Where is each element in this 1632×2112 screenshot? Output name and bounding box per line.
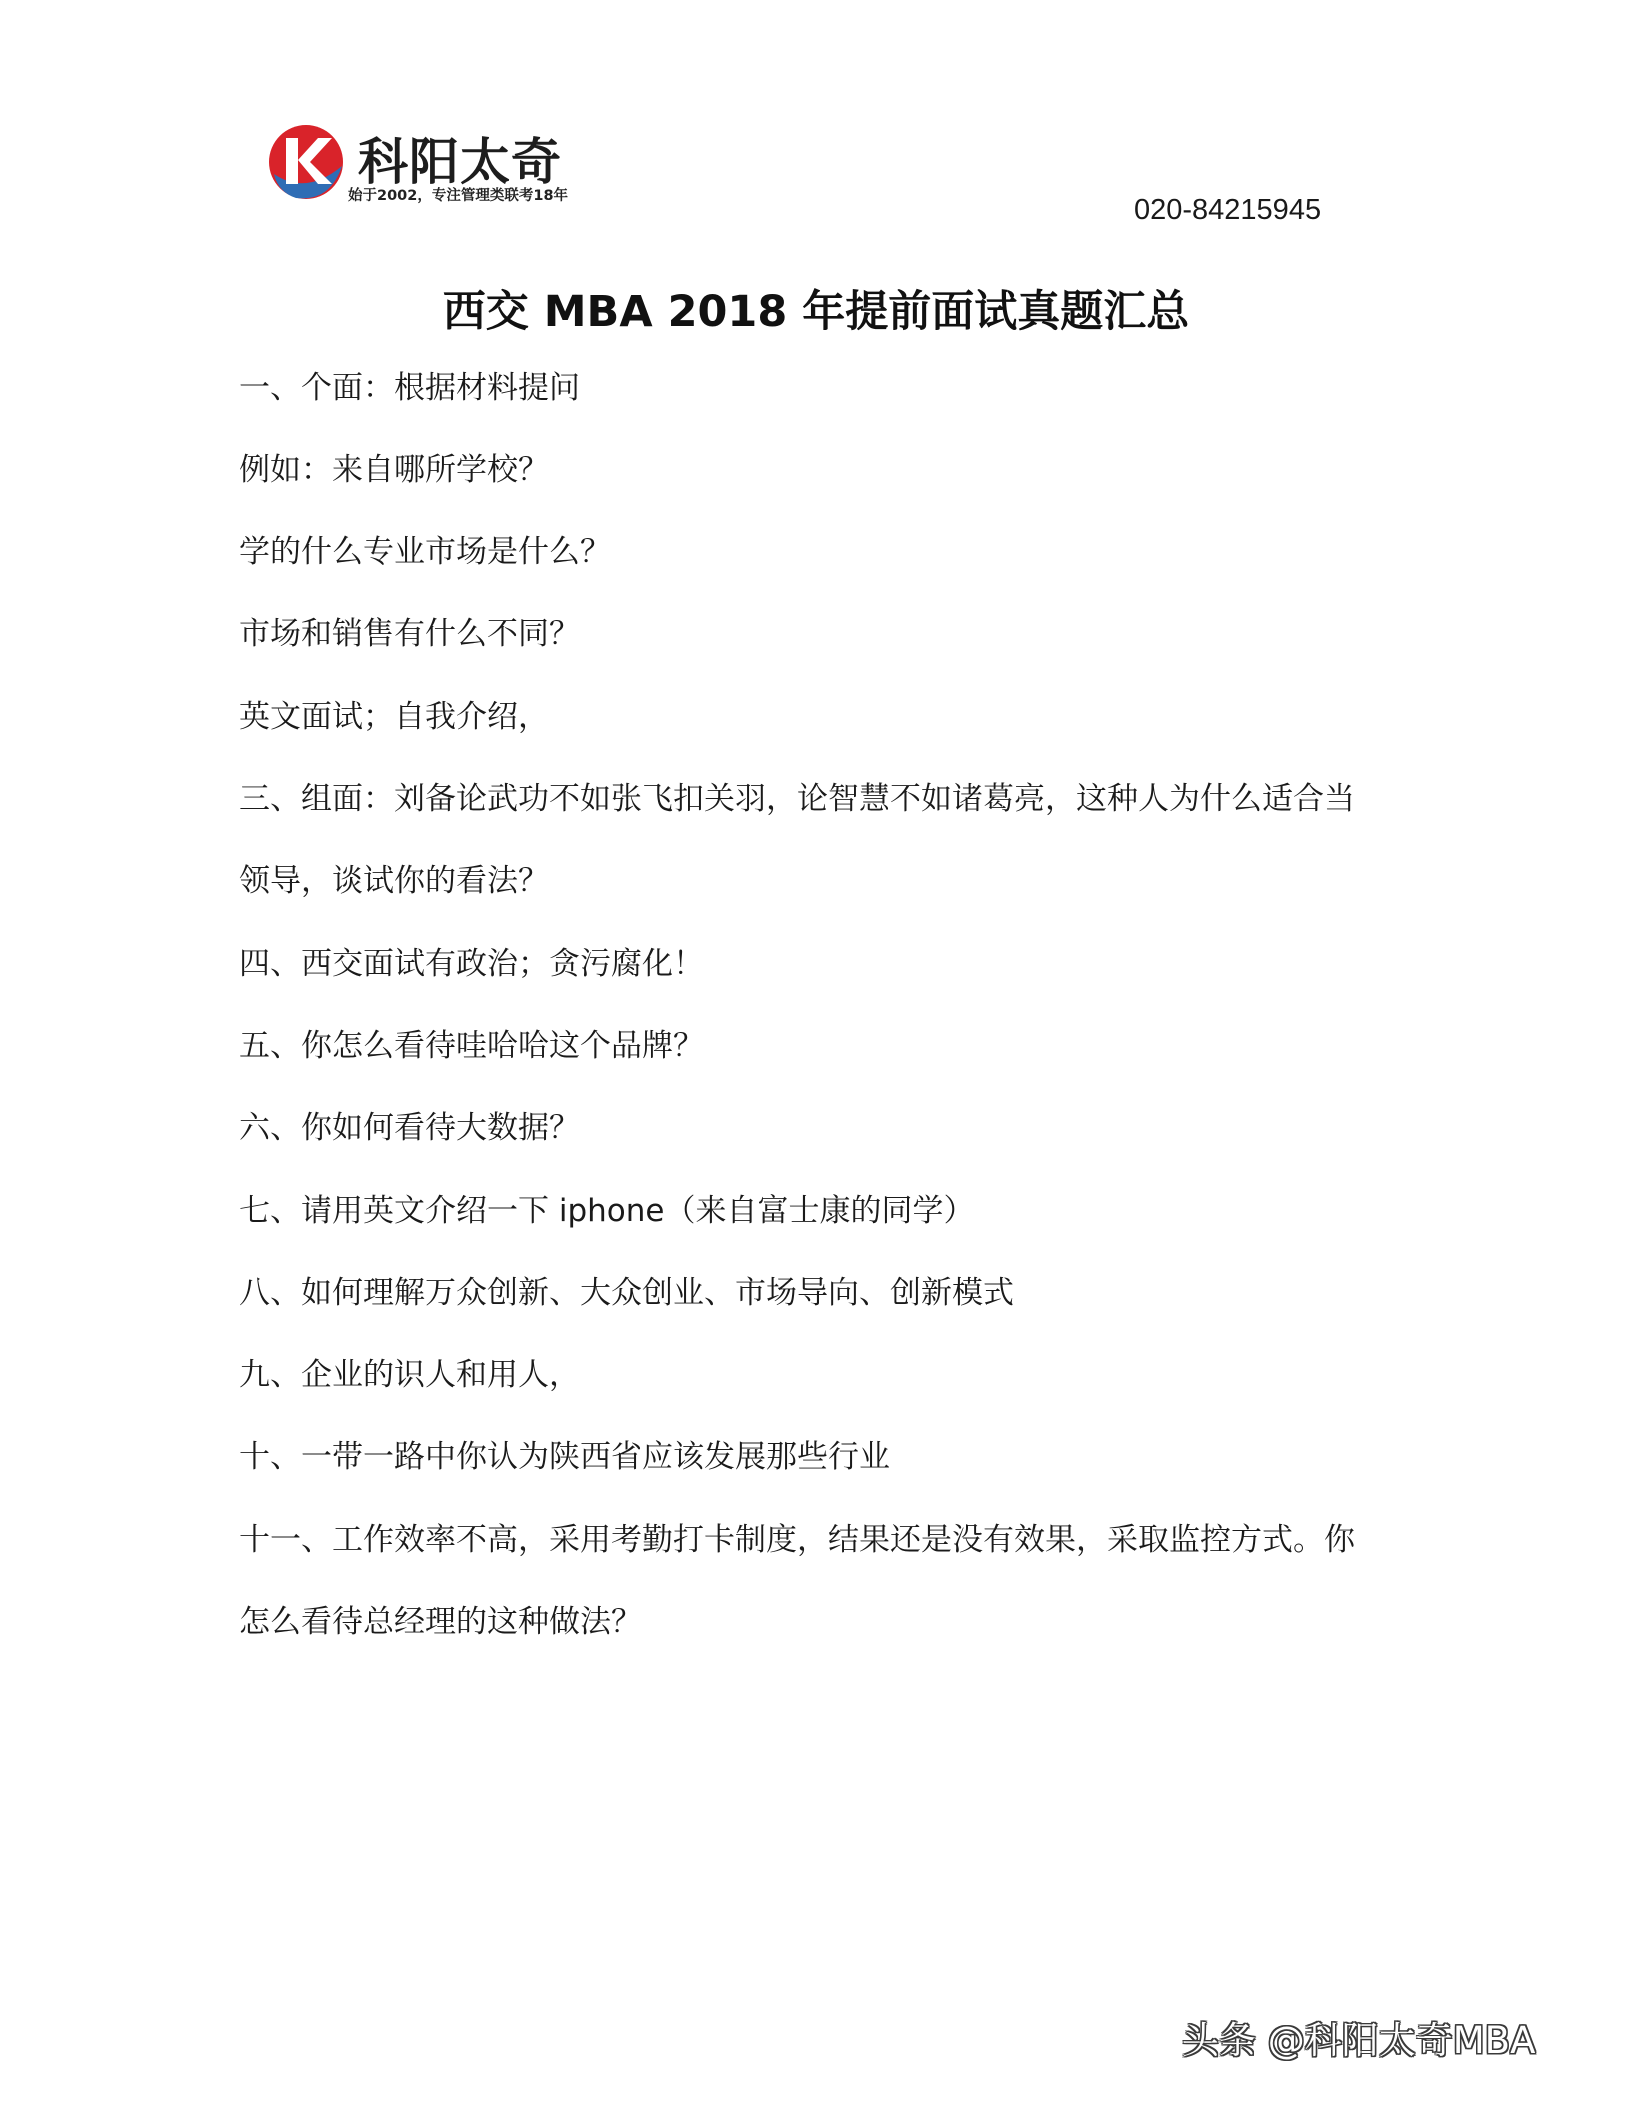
phone-number: 020-84215945 [1134,194,1322,226]
content-line: 市场和销售有什么不同？ [239,616,580,652]
content-line: 一、个面：根据材料提问 [239,370,580,406]
content-line: 六、你如何看待大数据？ [239,1110,580,1146]
logo-k-icon [266,122,346,202]
content-line: 三、组面：刘备论武功不如张飞扣关羽，论智慧不如诸葛亮，这种人为什么适合当 [239,781,1355,817]
content-line: 例如：来自哪所学校？ [239,452,549,488]
content-line: 八、如何理解万众创新、大众创业、市场导向、创新模式 [239,1275,1014,1311]
brand-logo [266,118,596,208]
document-title: 西交 MBA 2018 年提前面试真题汇总 [442,287,1190,337]
watermark-text: 头条 @科阳太奇MBA [1182,2019,1536,2062]
content-line: 五、你怎么看待哇哈哈这个品牌？ [239,1028,704,1064]
content-line: 领导，谈试你的看法？ [239,863,549,899]
content-line: 十、一带一路中你认为陕西省应该发展那些行业 [239,1439,890,1475]
content-line: 英文面试；自我介绍， [239,699,549,735]
logo-slogan: 始于2002，专注管理类联考18年 [348,188,569,204]
content-line: 七、请用英文介绍一下 iphone（来自富士康的同学） [239,1193,975,1229]
content-line: 九、企业的识人和用人， [239,1357,580,1393]
content-line: 怎么看待总经理的这种做法？ [239,1604,642,1640]
content-line: 十一、工作效率不高，采用考勤打卡制度，结果还是没有效果，采取监控方式。你 [239,1522,1355,1558]
content-line: 四、西交面试有政治；贪污腐化！ [239,946,704,982]
logo-name: 科阳太奇 [358,133,562,191]
content-line: 学的什么专业市场是什么？ [239,534,611,570]
